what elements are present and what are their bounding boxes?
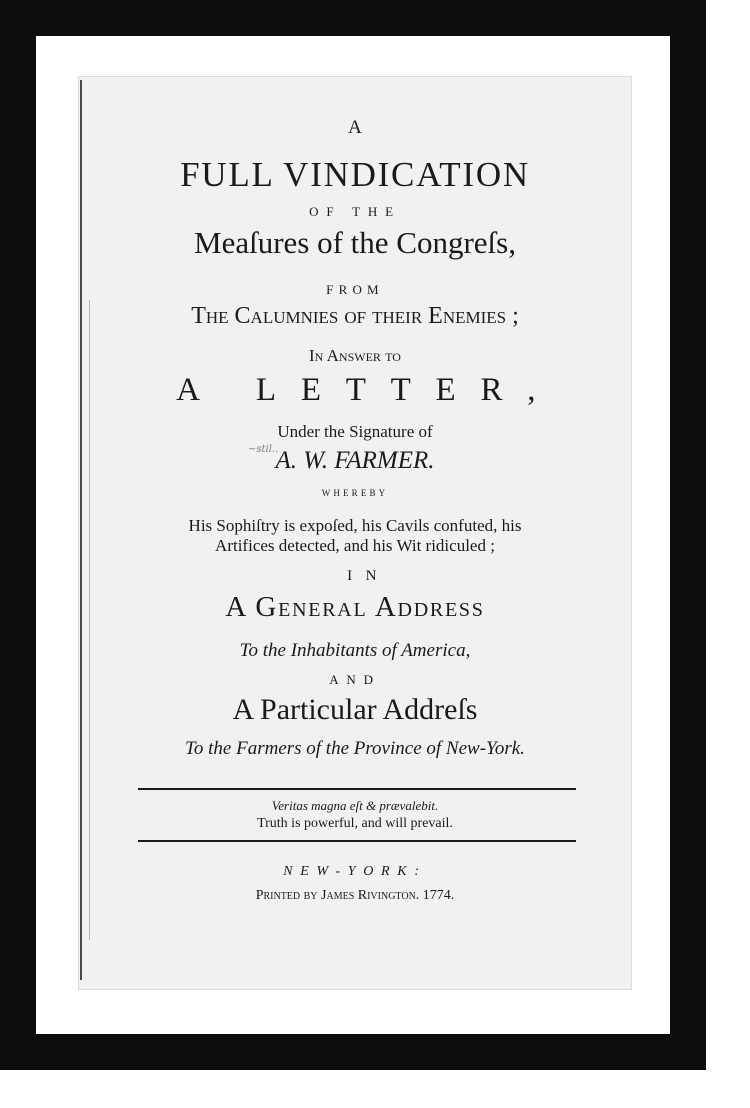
heading-a-letter: A LETTER, bbox=[176, 372, 561, 408]
heading-of-the: OF THE bbox=[309, 204, 401, 219]
heading-in: IN bbox=[347, 568, 390, 584]
heading-general-address: A General Address bbox=[225, 591, 485, 623]
frame-background bbox=[706, 0, 750, 1108]
motto-english: Truth is powerful, and will prevail. bbox=[257, 816, 453, 831]
heading-in-answer-to: In Answer to bbox=[309, 346, 401, 365]
heading-from: FROM bbox=[326, 282, 384, 297]
heading-whereby: WHEREBY bbox=[321, 488, 389, 498]
heading-particular-address: A Particular Addreſs bbox=[232, 693, 478, 726]
text-to-farmers: To the Farmers of the Province of New-York. bbox=[185, 738, 525, 759]
heading-measures: Meaſures of the Congreſs, bbox=[194, 225, 516, 260]
heading-aw-farmer bbox=[78, 447, 632, 475]
heading-full-vindication: FULL VINDICATION bbox=[180, 155, 530, 194]
rule-bottom bbox=[138, 840, 576, 842]
handwritten-annotation: ~stil.. bbox=[248, 444, 279, 455]
heading-article: A bbox=[348, 117, 362, 138]
motto-latin: Veritas magna eſt & prævalebit. bbox=[271, 798, 439, 813]
imprint-place: NEW-YORK: bbox=[283, 864, 427, 879]
text-artifices-line: Artifices detected, and his Wit ridiculed ; bbox=[215, 536, 495, 555]
heading-and: AND bbox=[329, 672, 381, 687]
rule-top bbox=[138, 788, 576, 790]
heading-calumnies: The Calumnies of their Enemies ; bbox=[191, 303, 519, 329]
text-to-inhabitants: To the Inhabitants of America, bbox=[239, 640, 471, 661]
heading-under-signature: Under the Signature of bbox=[277, 422, 433, 441]
imprint-printer: Printed by James Rivington. 1774. bbox=[255, 888, 455, 903]
text-sophistry-line: His Sophiſtry is expoſed, his Cavils confuted, his bbox=[188, 516, 522, 535]
aw-farmer-text: A. W. FARMER. bbox=[275, 447, 435, 474]
